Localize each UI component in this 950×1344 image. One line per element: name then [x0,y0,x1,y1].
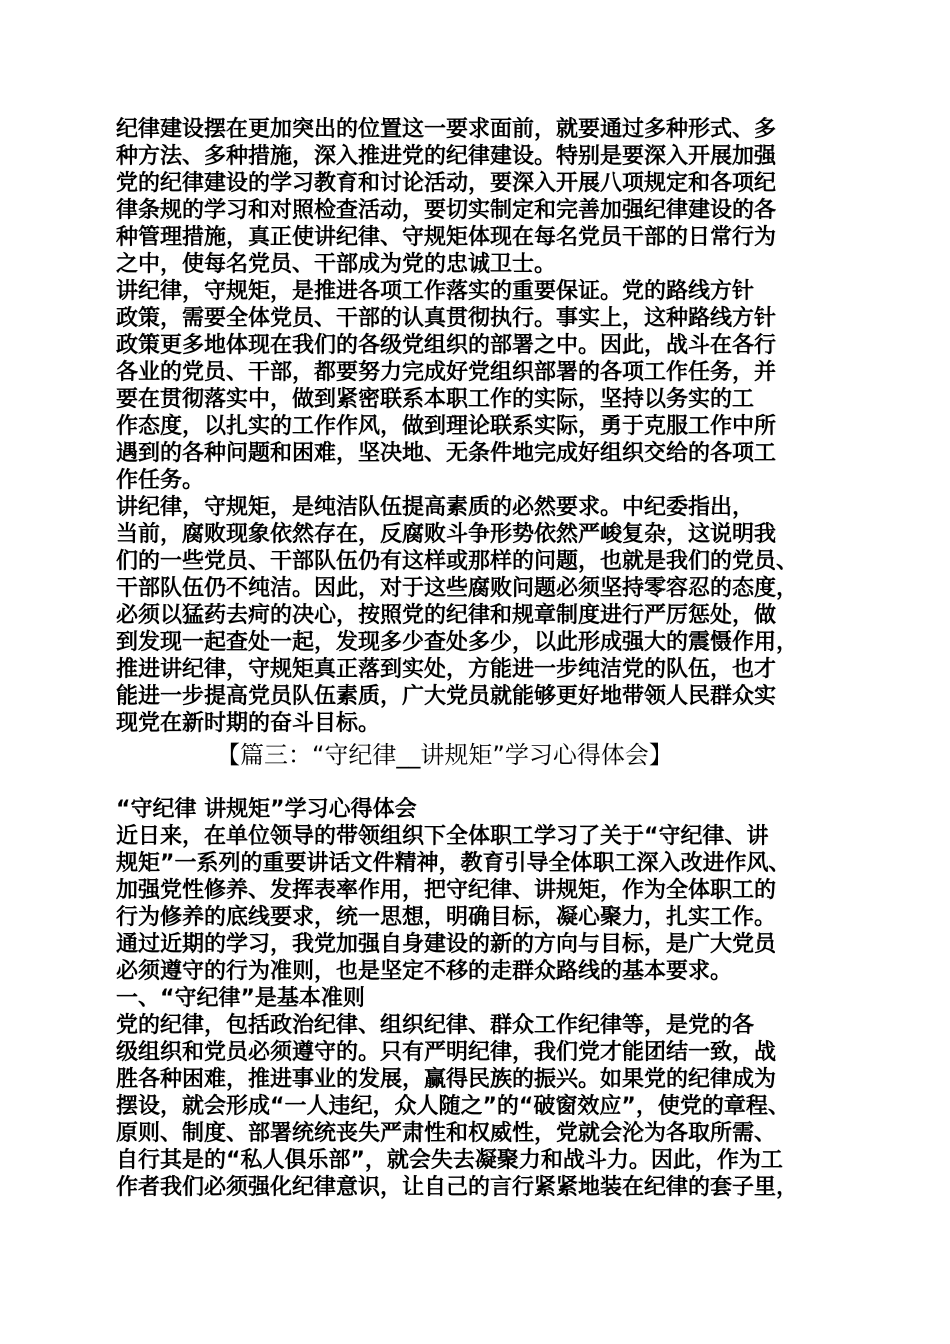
text-line: 摆设，就会形成“一人违纪，众人随之”的“破窗效应”，使党的章程、 [116,1094,790,1119]
section-heading: 【篇三：“守纪律__讲规矩”学习心得体会】 [216,741,673,769]
text-line: 近日来，在单位领导的带领组织下全体职工学习了关于“守纪律、讲 [116,824,769,849]
text-line: 胜各种困难，推进事业的发展，赢得民族的振兴。如果党的纪律成为 [116,1067,777,1092]
text-line: 必须以猛药去疴的决心，按照党的纪律和规章制度进行严厉惩处，做 [116,603,777,628]
text-line: 原则、制度、部署统统丧失严肃性和权威性，党就会沦为各取所需、 [116,1121,777,1146]
subtitle: “守纪律 讲规矩”学习心得体会 [116,797,417,822]
text-line: 种方法、多种措施，深入推进党的纪律建设。特别是要深入开展加强 [116,144,777,169]
text-line: 到发现一起查处一起，发现多少查处多少，以此形成强大的震慑作用， [116,630,799,655]
text-line: 推进讲纪律，守规矩真正落到实处，方能进一步纯洁党的队伍，也才 [116,657,777,682]
text-line: 党的纪律建设的学习教育和讨论活动，要深入开展八项规定和各项纪 [116,171,777,196]
text-line: 律条规的学习和对照检查活动，要切实制定和完善加强纪律建设的各 [116,198,777,223]
text-line: 遇到的各种问题和困难，坚决地、无条件地完成好组织交给的各项工 [116,441,777,466]
text-line: 党的纪律，包括政治纪律、组织纪律、群众工作纪律等，是党的各 [116,1013,755,1038]
text-line: 作态度，以扎实的工作作风，做到理论联系实际，勇于克服工作中所 [116,414,777,439]
text-line: 必须遵守的行为准则，也是坚定不移的走群众路线的基本要求。 [116,959,733,984]
text-line: 级组织和党员必须遵守的。只有严明纪律，我们党才能团结一致，战 [116,1040,777,1065]
text-line: 各业的党员、干部，都要努力完成好党组织部署的各项工作任务，并 [116,360,777,385]
text-line: 现党在新时期的奋斗目标。 [116,711,381,736]
text-line: 政策更多地体现在我们的各级党组织的部署之中。因此，战斗在各行 [116,333,777,358]
text-line: 政策，需要全体党员、干部的认真贯彻执行。事实上，这种路线方针 [116,306,777,331]
text-line: 作任务。 [116,468,205,493]
text-line: 能进一步提高党员队伍素质，广大党员就能够更好地带领人民群众实 [116,684,777,709]
text-line: 讲纪律，守规矩，是推进各项工作落实的重要保证。党的路线方针 [116,279,755,304]
text-line: 们的一些党员、干部队伍仍有这样或那样的问题，也就是我们的党员、 [116,549,799,574]
text-line: 种管理措施，真正使讲纪律、守规矩体现在每名党员干部的日常行为 [116,225,777,250]
text-line: 通过近期的学习，我党加强自身建设的新的方向与目标，是广大党员 [116,932,777,957]
block-1 [116,116,856,737]
text-line: 自行其是的“私人俱乐部”，就会失去凝聚力和战斗力。因此，作为工 [116,1148,783,1173]
text-line: 纪律建设摆在更加突出的位置这一要求面前，就要通过多种形式、多 [116,117,777,142]
text-line: 加强党性修养、发挥表率作用，把守纪律、讲规矩，作为全体职工的 [116,878,777,903]
spacer [116,774,856,796]
text-line: 当前，腐败现象依然存在，反腐败斗争形势依然严峻复杂，这说明我 [116,522,777,547]
text-line: 作者我们必须强化纪律意识，让自己的言行紧紧地装在纪律的套子里， [116,1175,799,1200]
section-subheading: 一、“守纪律”是基本准则 [116,986,365,1011]
text-line: 要在贯彻落实中，做到紧密联系本职工作的实际，坚持以务实的工 [116,387,755,412]
text-line: 规矩”一系列的重要讲话文件精神，教育引导全体职工深入改进作风、 [116,851,791,876]
text-line: 之中，使每名党员、干部成为党的忠诚卫士。 [116,252,557,277]
block-2 [116,796,856,1201]
text-line: 讲纪律，守规矩，是纯洁队伍提高素质的必然要求。中纪委指出， [116,495,755,520]
text-line: 行为修养的底线要求，统一思想，明确目标，凝心聚力，扎实工作。 [116,905,777,930]
document-page [116,116,856,1201]
text-line: 干部队伍仍不纯洁。因此，对于这些腐败问题必须坚持零容忍的态度， [116,576,799,601]
